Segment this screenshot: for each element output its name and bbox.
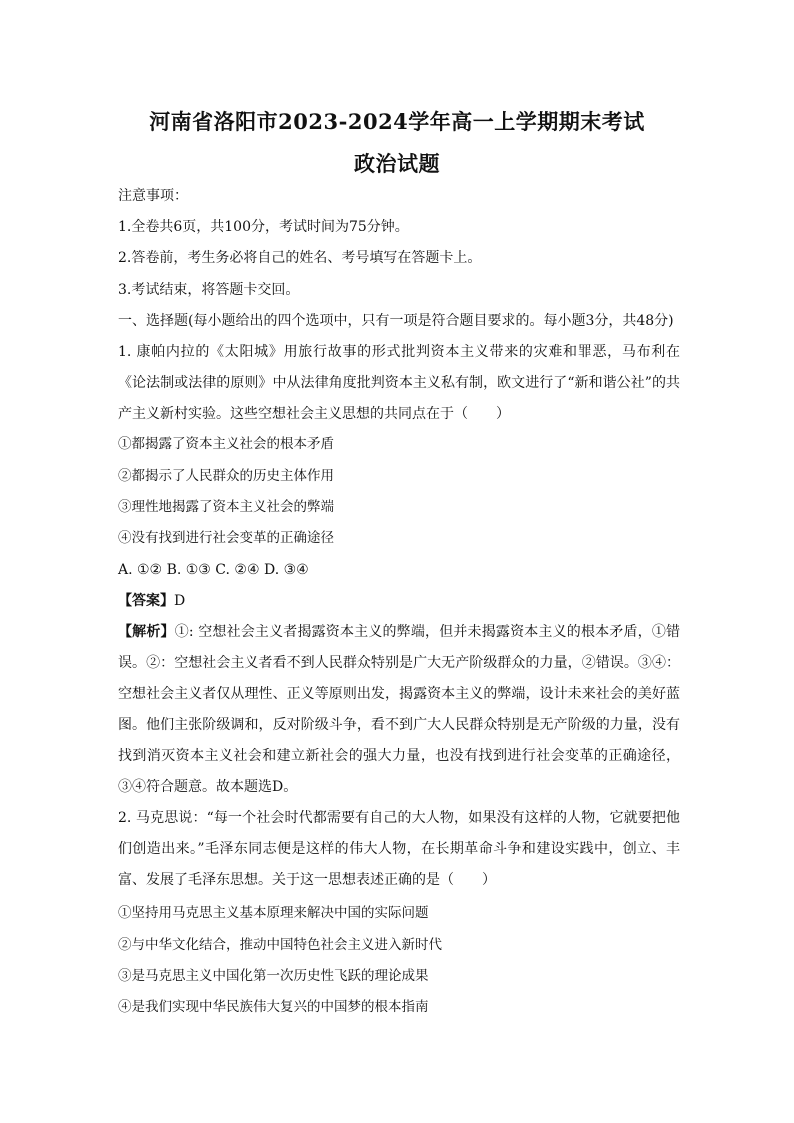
answer-label: 【答案】 bbox=[118, 593, 174, 609]
question-1-choices: A. ①② B. ①③ C. ②④ D. ③④ bbox=[118, 562, 309, 578]
question-2-option: ②与中华文化结合，推动中国特色社会主义进入新时代 bbox=[118, 937, 442, 953]
question-1-answer bbox=[118, 591, 688, 611]
question-2-option: ③是马克思主义中国化第一次历史性飞跃的理论成果 bbox=[118, 968, 429, 984]
question-2-option: ①坚持用马克思主义基本原理来解决中国的实际问题 bbox=[118, 905, 429, 921]
question-1-stem: 1. 康帕内拉的《太阳城》用旅行故事的形式批判资本主义带来的灾难和罪恶，马布利在《论法制或法律的原则》中从法律角度批判资本主义私有制，欧文进行了“新和谐公社”的共产主义新村实验。这些空想社会主义思想的共同点在于（ ） bbox=[118, 344, 680, 422]
notice-item: 2.答卷前，考生务必将自己的姓名、考号填写在答题卡上。 bbox=[118, 250, 482, 266]
notice-heading: 注意事项： bbox=[118, 188, 188, 204]
question-1-option: ④没有找到进行社会变革的正确途径 bbox=[118, 530, 334, 546]
analysis-label: 【解析】 bbox=[118, 624, 175, 640]
notice-item: 1.全卷共6页，共100分，考试时间为75分钟。 bbox=[118, 219, 409, 235]
section-heading: 一、选择题(每小题给出的四个选项中，只有一项是符合题目要求的。每小题3分，共48分) bbox=[118, 313, 674, 329]
answer-value: D bbox=[174, 593, 186, 609]
question-2-stem: 2. 马克思说：“每一个社会时代都需要有自己的大人物，如果没有这样的人物，它就要把他们创造出来。”毛泽东同志便是这样的伟大人物，在长期革命斗争和建设实践中，创立、丰富、发展了毛泽东思想。关于这一思想表述正确的是（ ） bbox=[118, 810, 680, 888]
analysis-text: ①: 空想社会主义者揭露资本主义的弊端，但并未揭露资本主义的根本矛盾，①错误。②：空想社会主义者看不到人民群众特别是广大无产阶级群众的力量，②错误。③④：空想社会主义者仅从理性、正义等原则出发，揭露资本主义的弊端，设计未来社会的美好蓝图。他们主张阶级调和，反对阶级斗争，看不到广大人民群众特别是无产阶级的力量，没有找到消灭资本主义社会和建立新社会的强大力量，也没有找到进行社会变革的正确途径，③④符合题意。故本题选D。 bbox=[118, 624, 680, 795]
notice-item: 3.考试结束，将答题卡交回。 bbox=[118, 282, 300, 298]
question-1-option: ②都揭示了人民群众的历史主体作用 bbox=[118, 468, 334, 484]
question-1-option: ①都揭露了资本主义社会的根本矛盾 bbox=[118, 436, 334, 452]
question-2-option: ④是我们实现中华民族伟大复兴的中国梦的根本指南 bbox=[118, 999, 429, 1015]
question-1-option: ③理性地揭露了资本主义社会的弊端 bbox=[118, 499, 334, 515]
question-1-analysis bbox=[118, 617, 680, 803]
document-title: 河南省洛阳市2023-2024学年高一上学期期末考试 bbox=[149, 109, 645, 134]
document-subtitle: 政治试题 bbox=[354, 151, 440, 176]
